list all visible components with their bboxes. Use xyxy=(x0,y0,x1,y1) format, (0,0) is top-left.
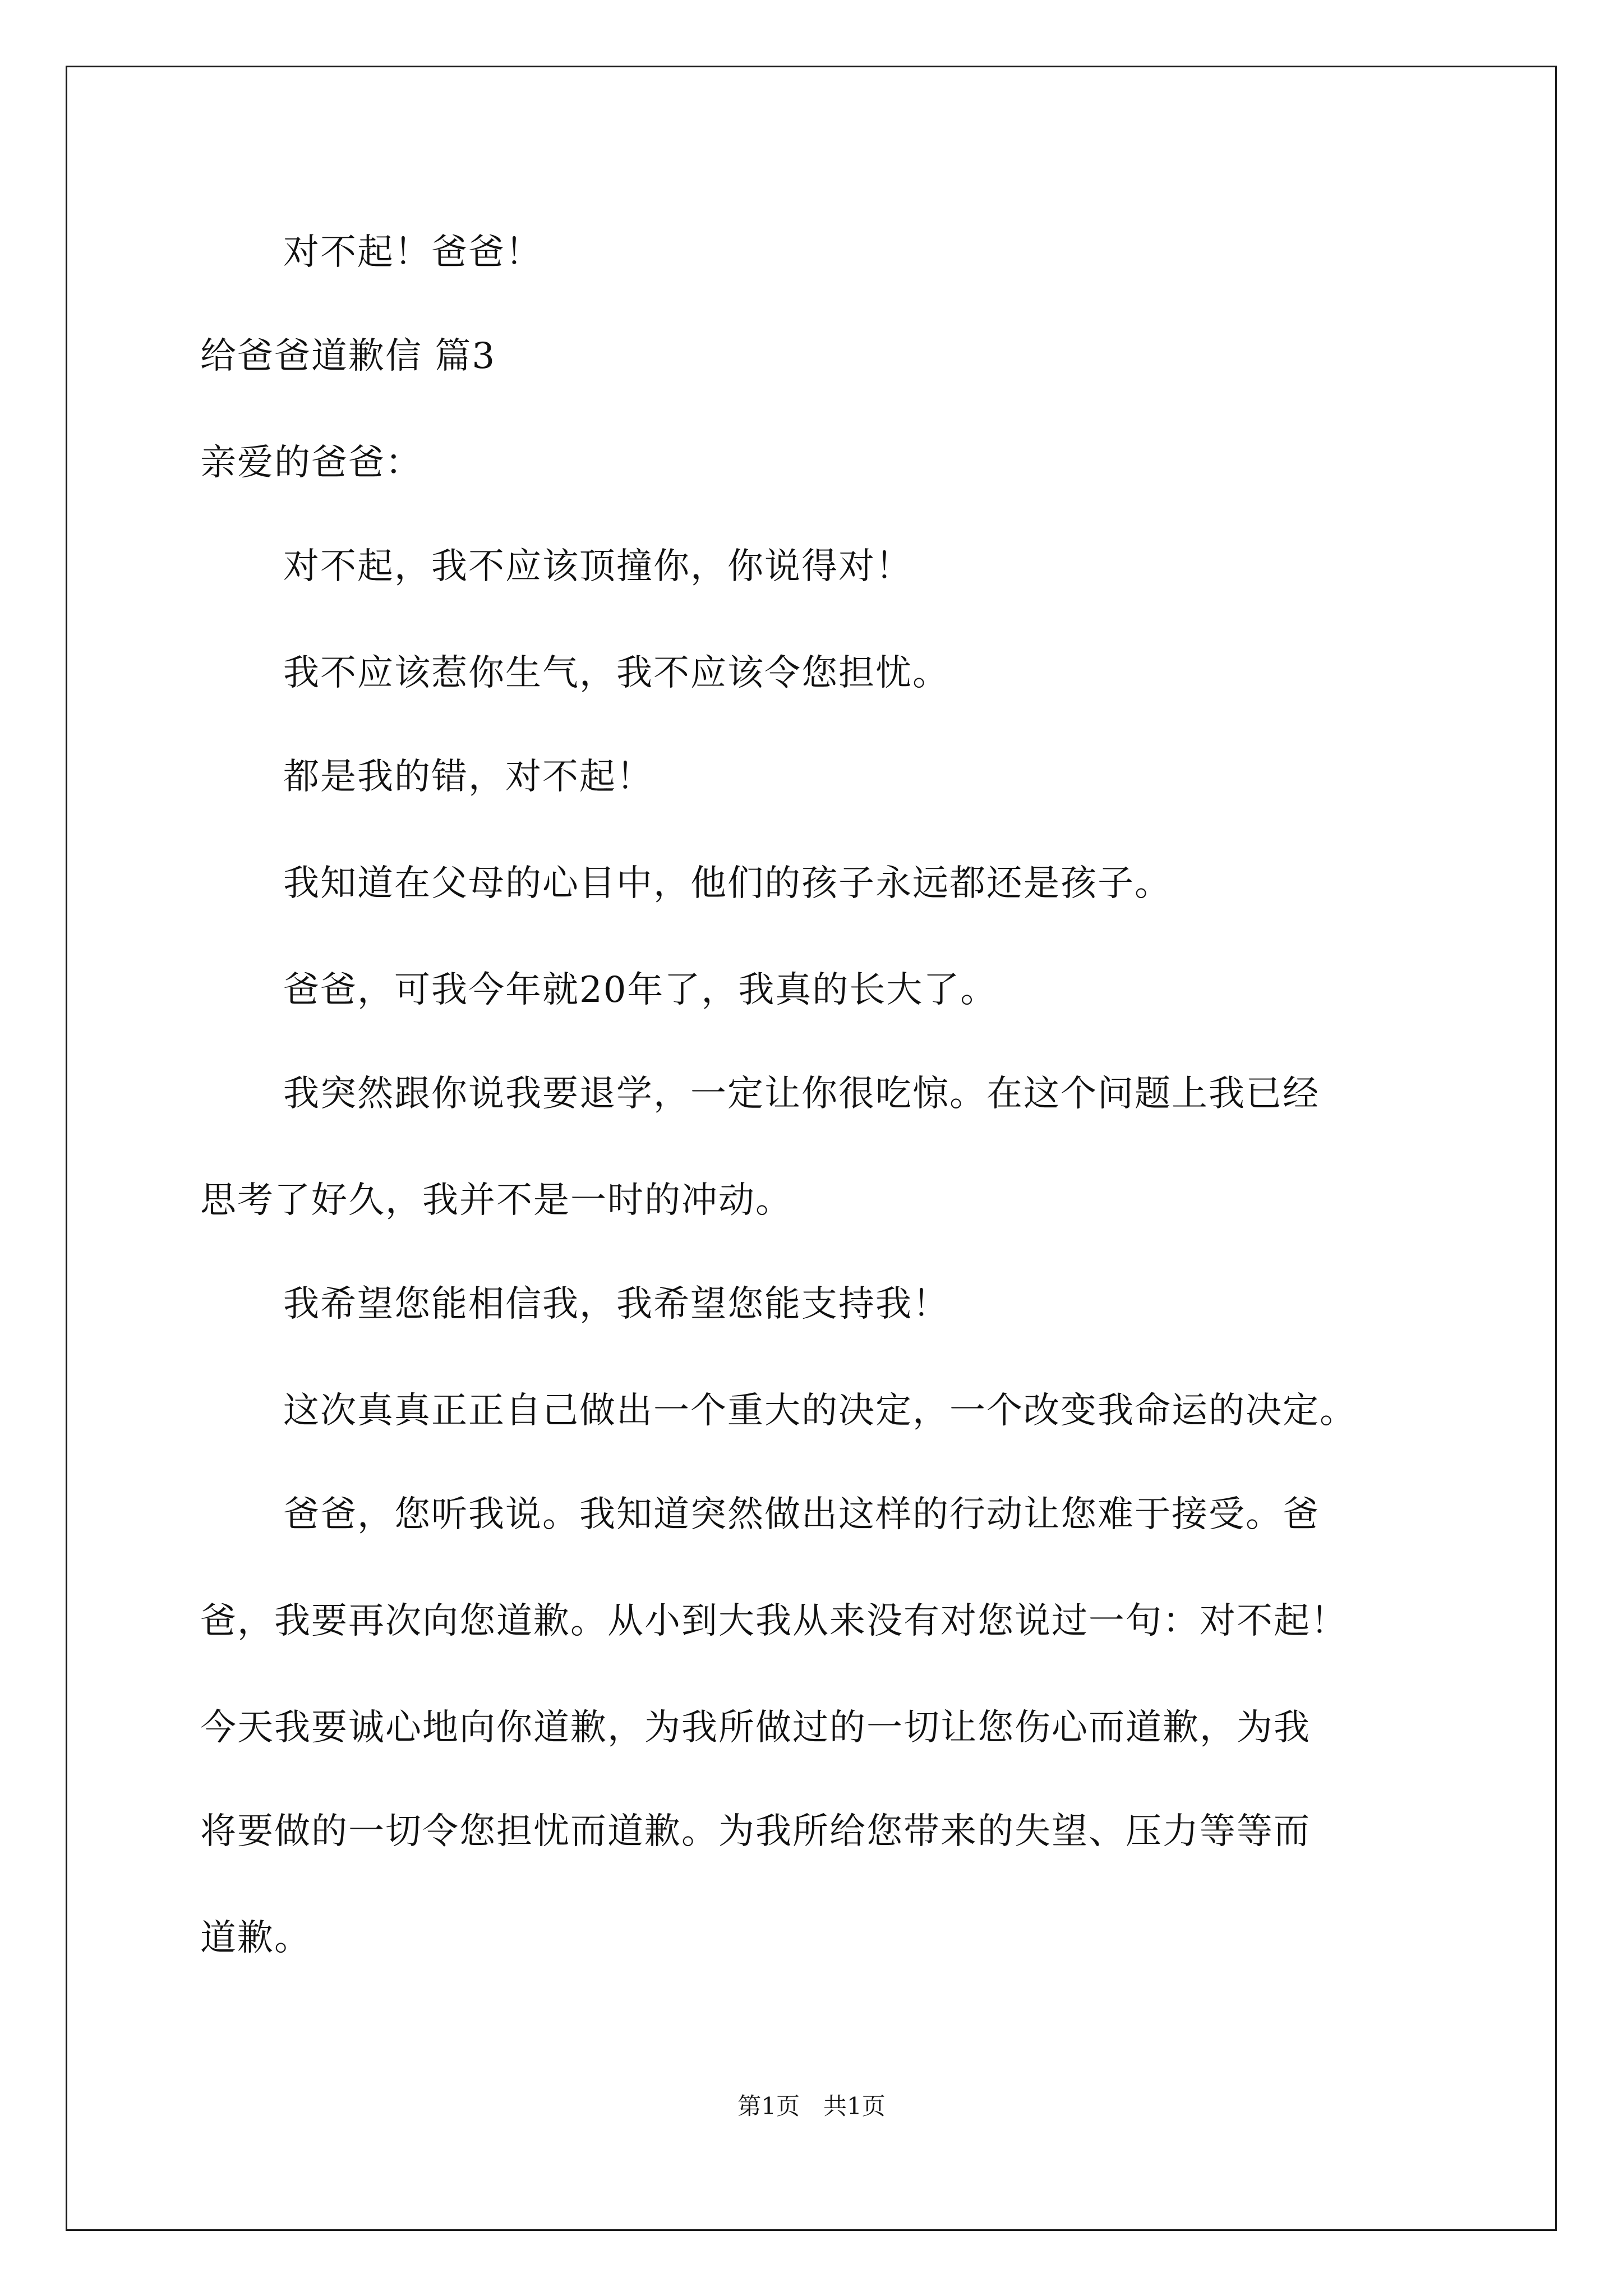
text-line: 将要做的一切令您担忧而道歉。为我所给您带来的失望、压力等等而 xyxy=(200,1811,1311,1852)
page-footer: 第1页 共1页 xyxy=(737,2092,886,2120)
text-line: 都是我的错，对不起！ xyxy=(283,756,653,798)
text-line: 我知道在父母的心目中，他们的孩子永远都还是孩子。 xyxy=(283,863,1172,904)
section-heading: 给爸爸道歉信 篇3 xyxy=(200,335,496,377)
text-line: 爸爸，可我今年就20年了，我真的长大了。 xyxy=(283,969,998,1011)
text-line: 我不应该惹你生气，我不应该令您担忧。 xyxy=(283,652,949,694)
page-border xyxy=(66,66,1557,2231)
text-line: 思考了好久，我并不是一时的冲动。 xyxy=(200,1180,792,1221)
text-line: 对不起，我不应该顶撞你，你说得对！ xyxy=(283,546,912,587)
salutation: 亲爱的爸爸： xyxy=(200,442,422,484)
text-line: 爸爸，您听我说。我知道突然做出这样的行动让您难于接受。爸 xyxy=(283,1494,1320,1535)
text-line: 今天我要诚心地向你道歉，为我所做过的一切让您伤心而道歉，为我 xyxy=(200,1707,1311,1749)
text-line: 我希望您能相信我，我希望您能支持我！ xyxy=(283,1283,949,1325)
text-line: 我突然跟你说我要退学，一定让你很吃惊。在这个问题上我已经 xyxy=(283,1073,1320,1115)
text-line: 道歉。 xyxy=(200,1917,311,1959)
text-line: 这次真真正正自己做出一个重大的决定，一个改变我命运的决定。 xyxy=(283,1390,1357,1432)
text-line: 爸，我要再次向您道歉。从小到大我从来没有对您说过一句：对不起！ xyxy=(200,1600,1348,1642)
text-line: 对不起！爸爸！ xyxy=(283,232,542,273)
